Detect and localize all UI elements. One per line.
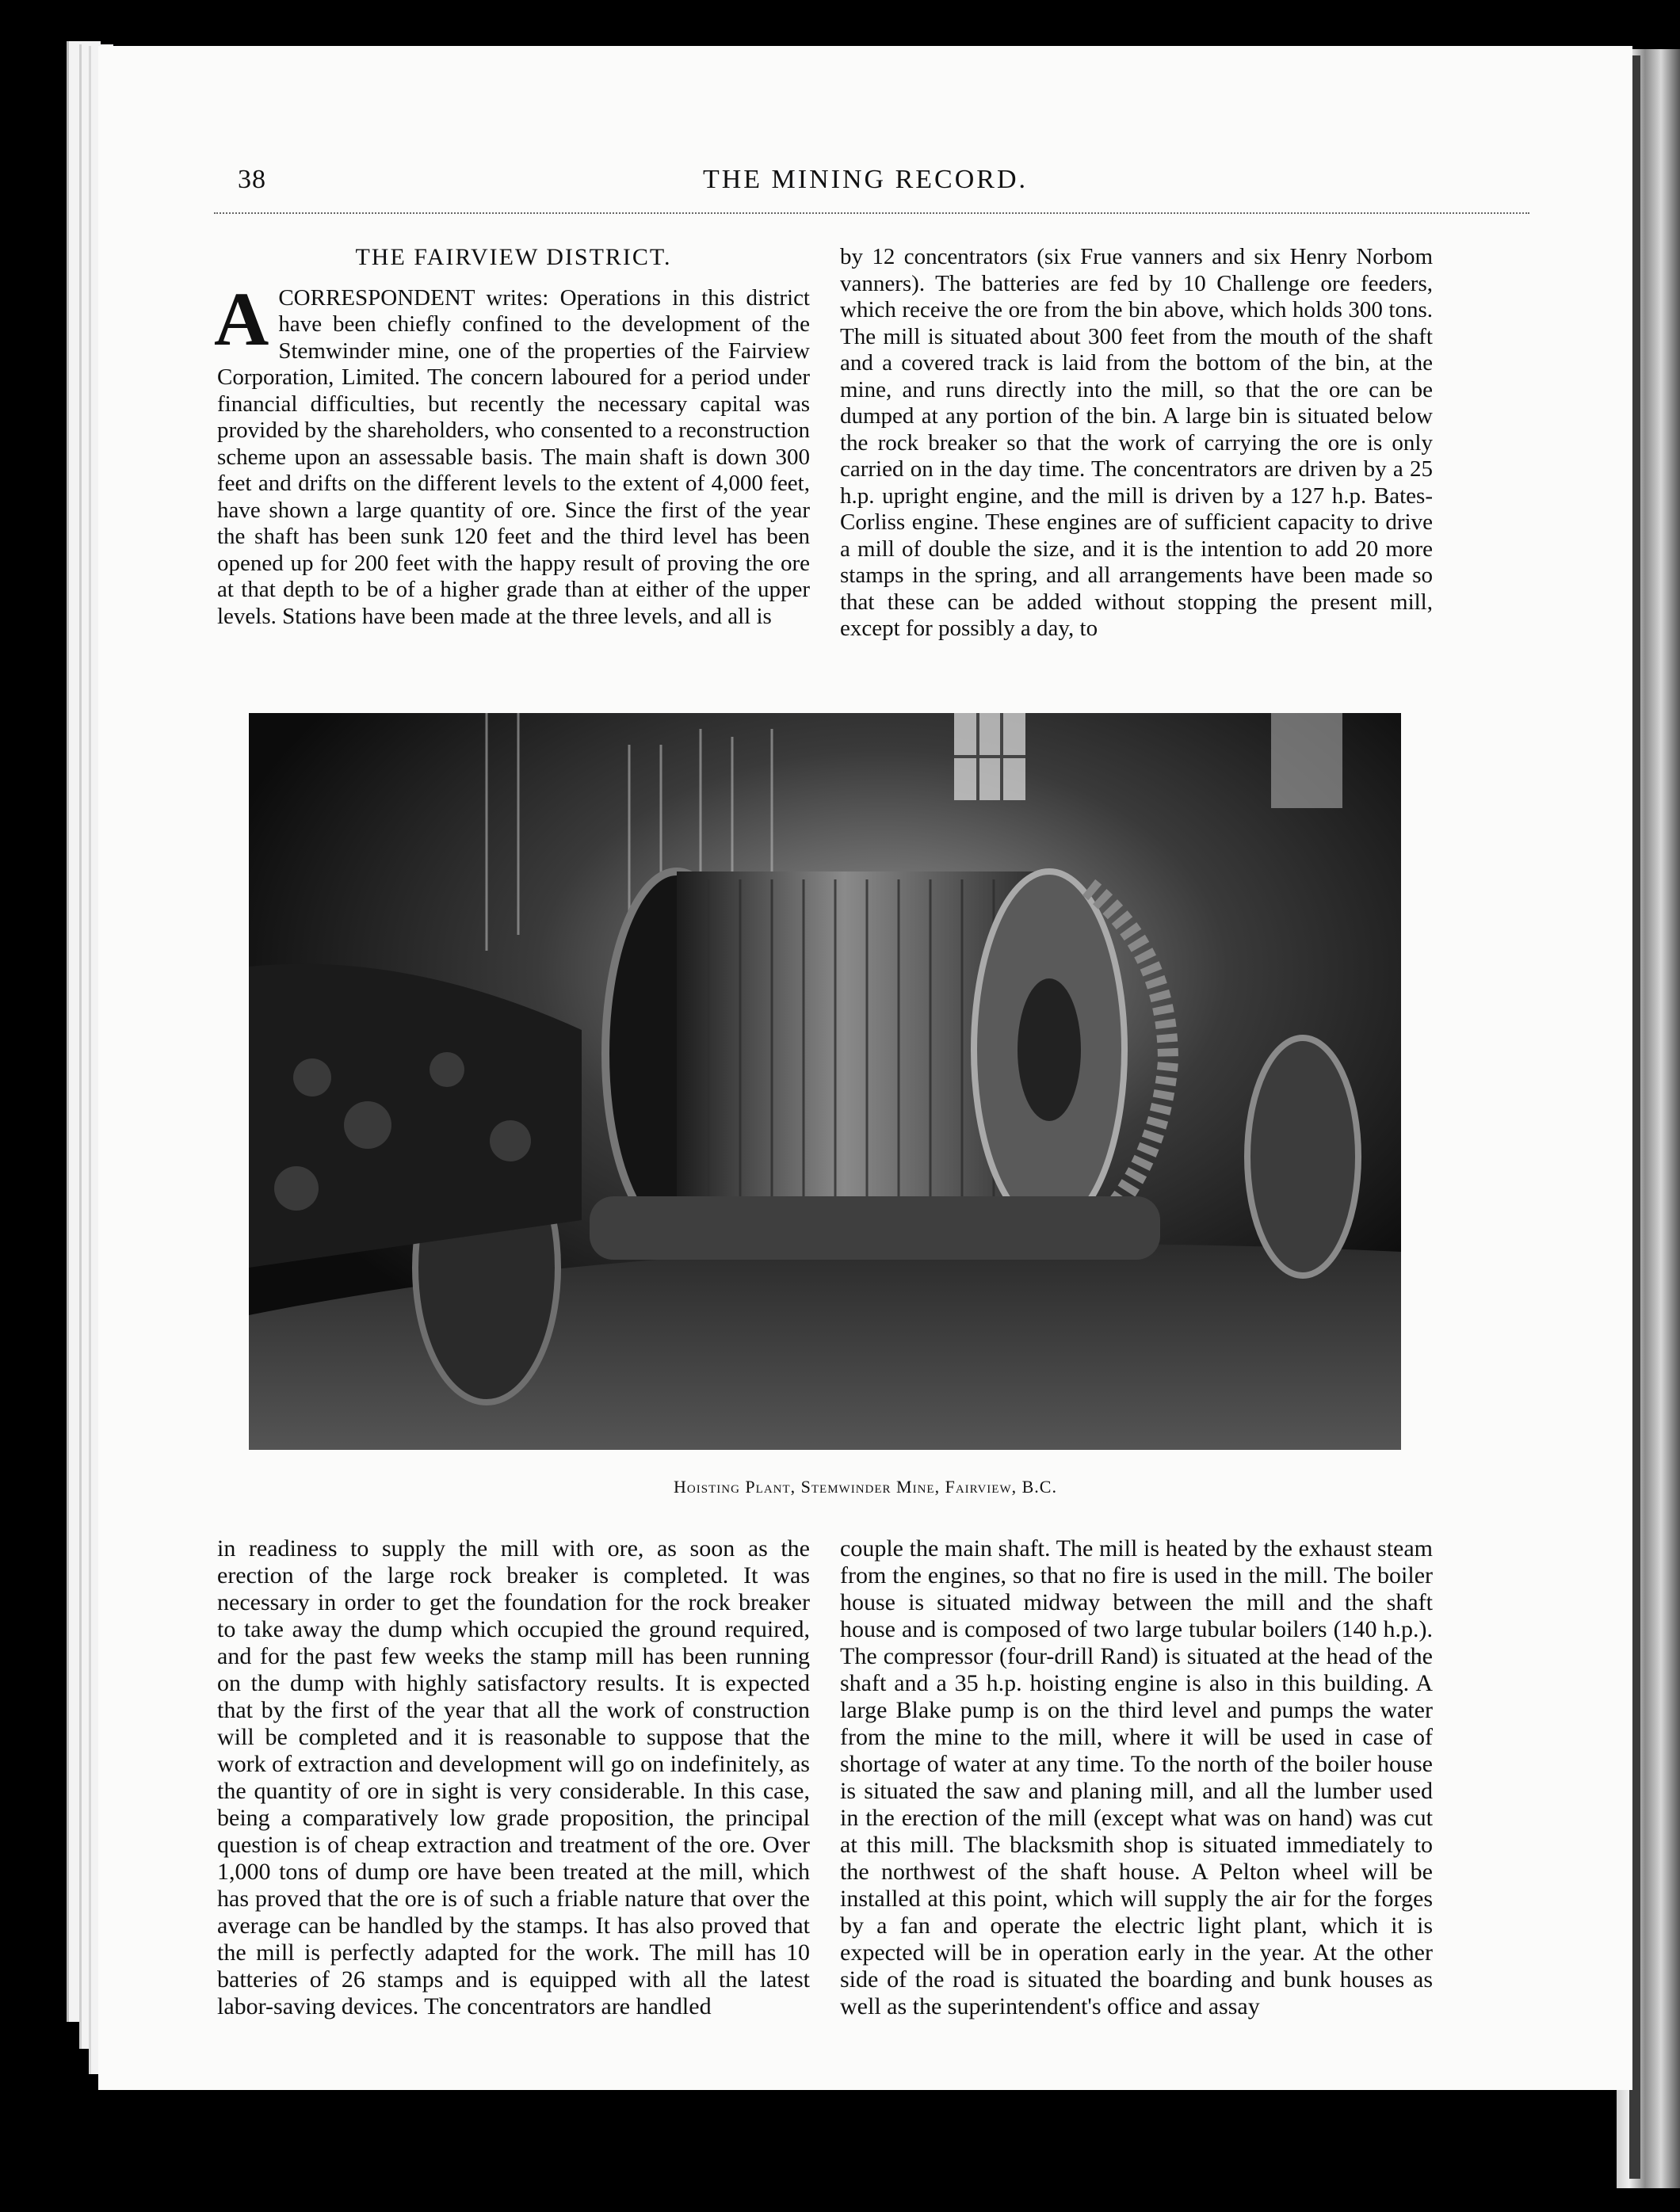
photo-illustration: [249, 713, 1401, 1450]
figure-photo-hoisting-plant: [249, 713, 1401, 1450]
document-page: [98, 46, 1632, 2090]
header-rule: [214, 212, 1529, 214]
column-2-text: by 12 concentrators (six Frue vanners and six Henry Norbom vanners). The batteries are fed by 10 Challenge ore feeders, which receive the ore from the bin above, which holds 300 tons. The mill is situated about 300 feet from the mouth of the shaft and a covered track is laid from the bottom of the bin, at the mine, and runs directly into the mill, so that the ore can be dumped at any portion of the bin. A large bin is situated below the rock breaker so that the work of carrying the ore is only carried on in the day time. The concentrators are driven by a 25 h.p. upright engine, and the mill is driven by a 127 h.p. Bates-Corliss engine. These engines are of sufficient capacity to drive a mill of double the size, and it is the intention to add 20 more stamps in the spring, and all arrangements have been made so that these can be added without stopping the present mill, except for possibly a day, to: [840, 244, 1433, 641]
column-3: [217, 1535, 810, 2020]
article-paragraph-1: [214, 276, 810, 631]
journal-title: THE MINING RECORD.: [702, 165, 1029, 194]
page-number: 38: [238, 165, 266, 194]
figure-caption: Hoisting Plant, Stemwinder Mine, Fairview, B.C.: [674, 1477, 1057, 1497]
drop-cap: A: [214, 276, 269, 361]
column-4: [840, 1535, 1433, 2020]
column-3-text: in readiness to supply the mill with ore, as soon as the erection of the large rock breaker is completed. It was necessary in order to get the foundation for the rock breaker to take away the dump which occupied the ground required, and for the past few weeks the stamp mill has been running on the dump with highly satisfactory results. It is expected that by the first of the year that all the work of construction will be completed and it is reasonable to suppose that the work of extraction and development will go on indefinitely, as the quantity of ore in sight is very considerable. In this case, being a comparatively low grade proposition, the principal question is of cheap extraction and treatment of the ore. Over 1,000 tons of dump ore have been treated at the mill, which has proved that the ore is of such a friable nature that over the average can be handled by the stamps. It has also proved that the mill is perfectly adapted for the work. The mill has 10 batteries of 26 stamps and is equipped with all the latest labor-saving devices. The concentrators are handled: [217, 1535, 810, 2019]
running-header: [98, 165, 1632, 212]
column-1-text: CORRESPONDENT writes: Operations in this district have been chiefly confined to the development of the Stemwinder mine, one of the properties of the Fairview Corporation, Limited. The concern laboured for a period under financial difficulties, but recently the necessary capital was provided by the shareholders, who consented to a reconstruction scheme upon an assessable basis. The main shaft is down 300 feet and drifts on the different levels to the extent of 4,000 feet, have shown a large quantity of ore. Since the first of the year the shaft has been sunk 120 feet and the third level has been opened up for 200 feet with the happy result of proving the ore at that depth to be of a higher grade than at either of the upper levels. Stations have been made at the three levels, and all is: [217, 284, 810, 629]
column-4-text: couple the main shaft. The mill is heated by the exhaust steam from the engines, so that no fire is used in the mill. The boiler house is situated midway between the mill and the shaft house and is composed of two large tubular boilers (140 h.p.). The compressor (four-drill Rand) is situated at the head of the shaft and a 35 h.p. hoisting engine is also in this building. A large Blake pump is on the third level and pumps the water from the mine to the mill, where it will be used in case of shortage of water at any time. To the north of the boiler house is situated the saw and planing mill, and all the lumber used in the erection of the mill (except what was on hand) was cut at this mill. The blacksmith shop is situated immediately to the northwest of the shaft house. A Pelton wheel will be installed at this point, which will supply the air for the forges by a fan and operate the electric light plant, which it is expected will be in operation early in the year. At the other side of the road is situated the boarding and bunk houses as well as the superintendent's office and assay: [840, 1535, 1433, 2019]
column-2: [840, 244, 1433, 643]
article-title: THE FAIRVIEW DISTRICT.: [355, 244, 672, 270]
column-1: [214, 244, 810, 630]
